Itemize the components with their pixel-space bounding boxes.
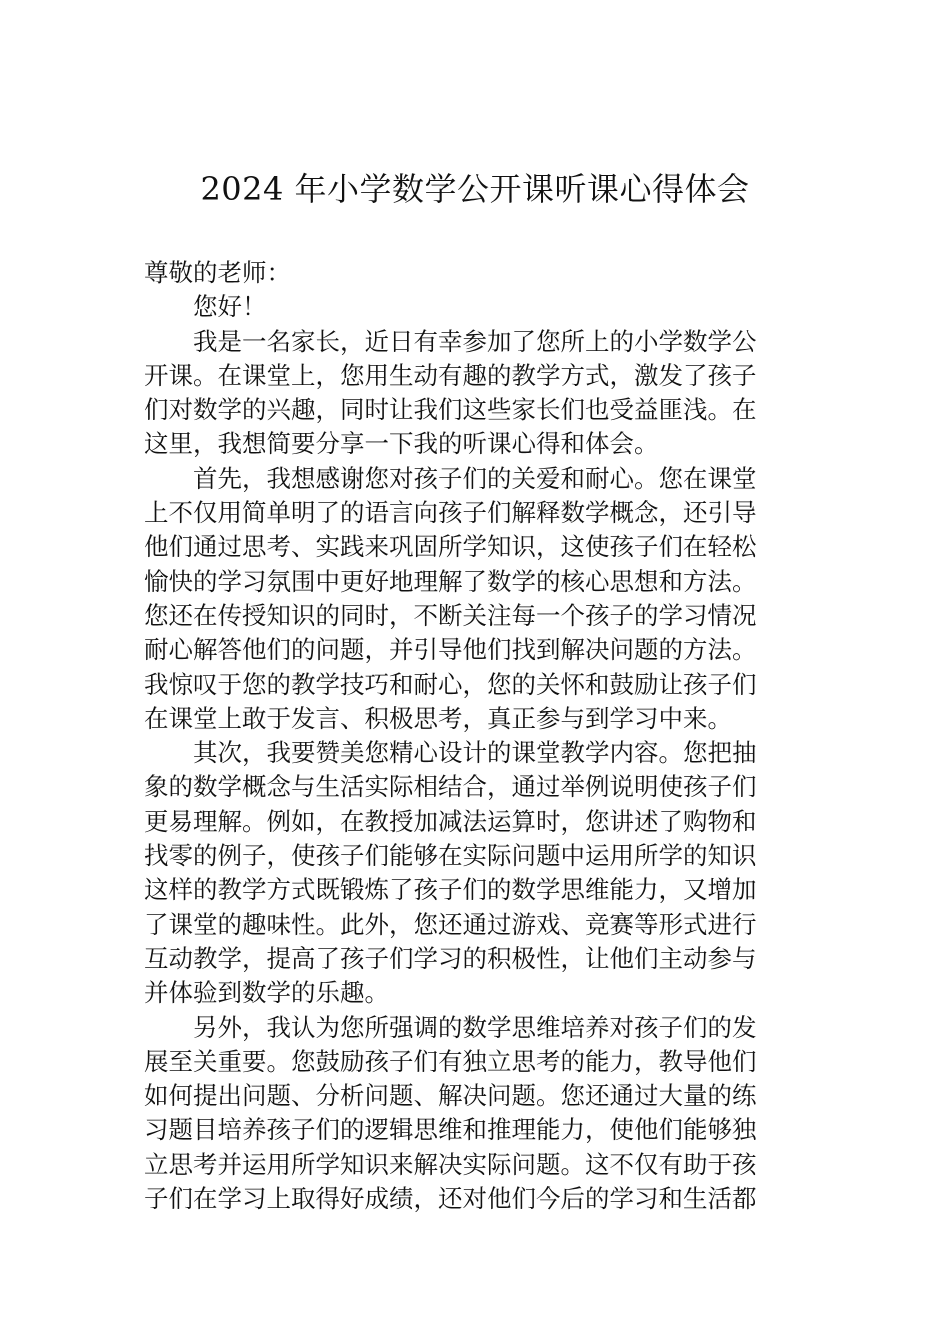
text-line: 们对数学的兴趣，同时让我们这些家长们也受益匪浅。在	[144, 395, 757, 425]
text-line: 这里，我想简要分享一下我的听课心得和体会。	[144, 429, 659, 459]
text-line: 习题目培养孩子们的逻辑思维和推理能力，使他们能够独	[144, 1115, 757, 1145]
text-line: 您还在传授知识的同时，不断关注每一个孩子的学习情况	[144, 600, 757, 630]
document-body	[144, 256, 809, 1216]
text-line: 其次，我要赞美您精心设计的课堂教学内容。您把抽	[193, 738, 757, 768]
text-line: 首先，我想感谢您对孩子们的关爱和耐心。您在课堂	[193, 463, 757, 493]
text-line: 您好！	[193, 292, 267, 322]
text-line: 我是一名家长，近日有幸参加了您所上的小学数学公	[193, 326, 757, 356]
text-line: 开课。在课堂上，您用生动有趣的教学方式，激发了孩子	[144, 360, 757, 390]
text-line: 上不仅用简单明了的语言向孩子们解释数学概念，还引导	[144, 498, 757, 528]
text-line: 展至关重要。您鼓励孩子们有独立思考的能力，教导他们	[144, 1046, 757, 1076]
text-line: 我惊叹于您的教学技巧和耐心，您的关怀和鼓励让孩子们	[144, 669, 757, 699]
text-line: 并体验到数学的乐趣。	[144, 978, 389, 1008]
document-title: 2024 年小学数学公开课听课心得体会	[200, 170, 750, 208]
text-line: 愉快的学习氛围中更好地理解了数学的核心思想和方法。	[144, 566, 757, 596]
text-line: 在课堂上敢于发言、积极思考，真正参与到学习中来。	[144, 703, 732, 733]
text-line: 更易理解。例如，在教授加减法运算时，您讲述了购物和	[144, 806, 757, 836]
text-line: 找零的例子，使孩子们能够在实际问题中运用所学的知识	[144, 841, 757, 871]
text-line: 如何提出问题、分析问题、解决问题。您还通过大量的练	[144, 1081, 757, 1111]
text-line: 子们在学习上取得好成绩，还对他们今后的学习和生活都	[144, 1184, 757, 1214]
text-line: 了课堂的趣味性。此外，您还通过游戏、竞赛等形式进行	[144, 909, 757, 939]
text-line: 另外，我认为您所强调的数学思维培养对孩子们的发	[193, 1012, 757, 1042]
text-line: 他们通过思考、实践来巩固所学知识，这使孩子们在轻松	[144, 532, 757, 562]
text-line: 立思考并运用所学知识来解决实际问题。这不仅有助于孩	[144, 1149, 757, 1179]
text-line: 象的数学概念与生活实际相结合，通过举例说明使孩子们	[144, 772, 757, 802]
text-line: 耐心解答他们的问题，并引导他们找到解决问题的方法。	[144, 635, 757, 665]
text-line: 互动教学，提高了孩子们学习的积极性，让他们主动参与	[144, 943, 757, 973]
text-line: 尊敬的老师：	[144, 258, 291, 287]
text-line: 这样的教学方式既锻炼了孩子们的数学思维能力，又增加	[144, 875, 757, 905]
